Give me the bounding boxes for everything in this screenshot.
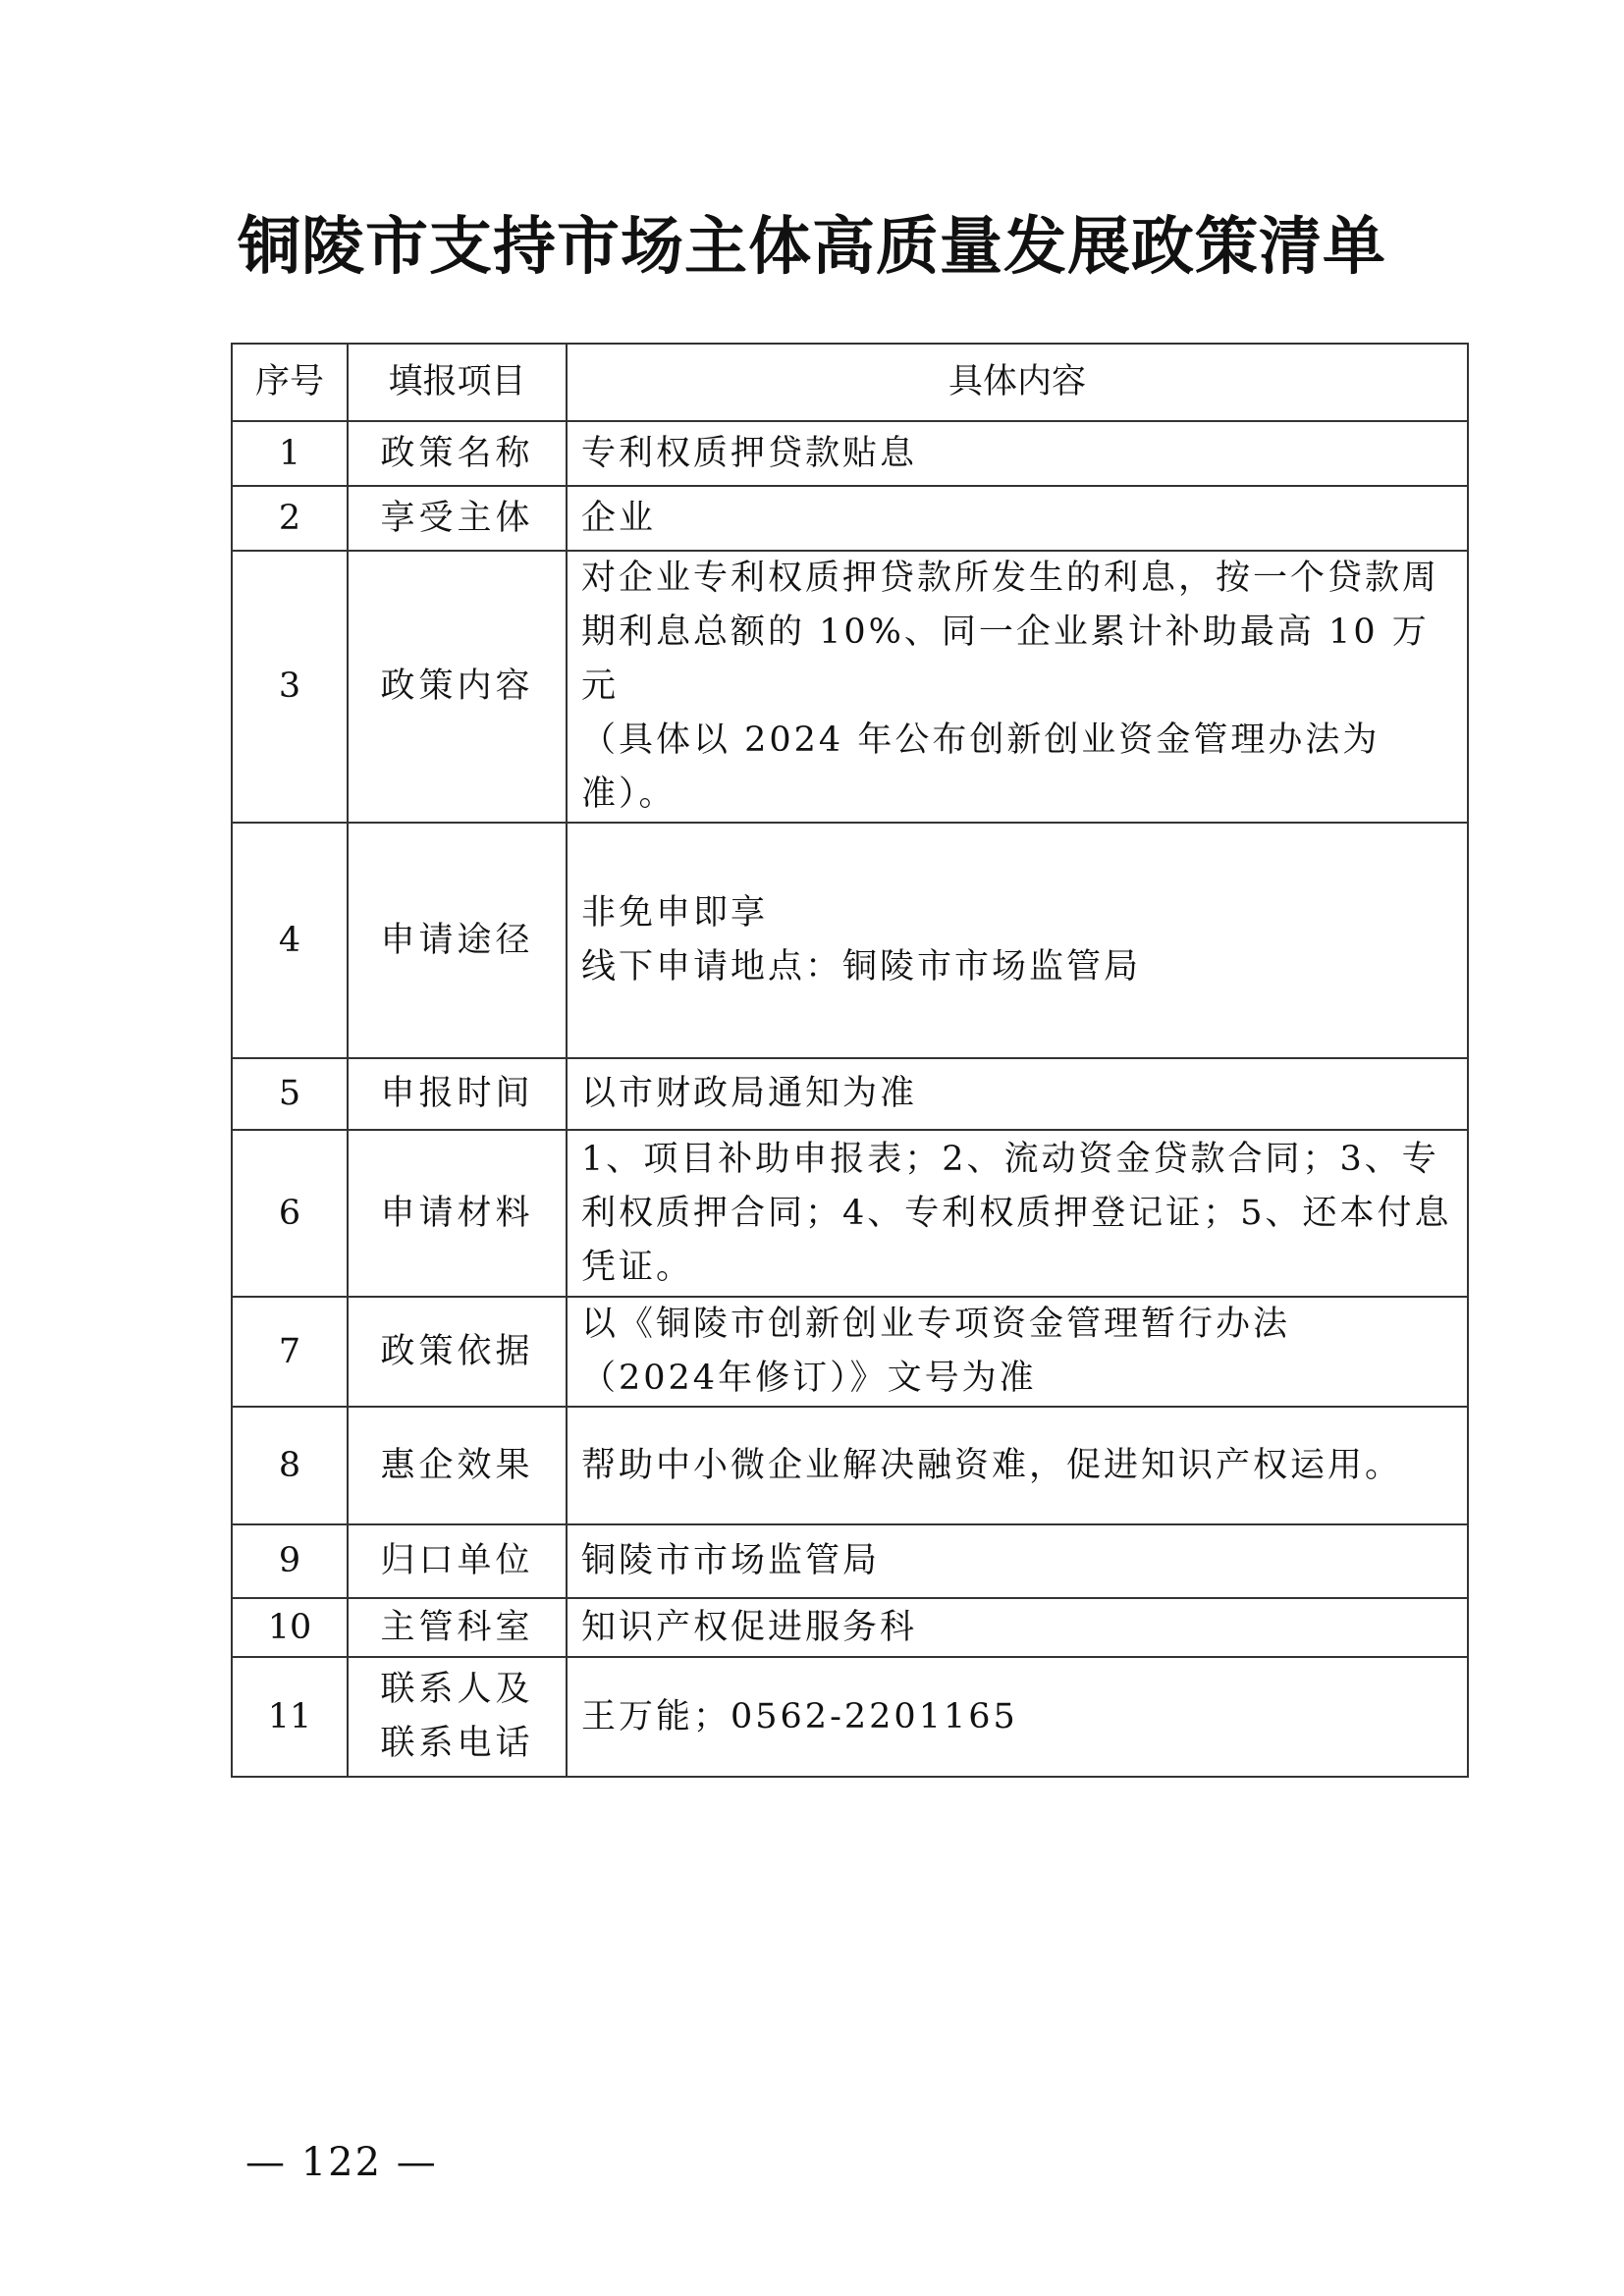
row-number: 7	[232, 1297, 348, 1407]
document-title: 铜陵市支持市场主体高质量发展政策清单	[238, 211, 1386, 284]
row-item-label: 申报时间	[348, 1058, 567, 1130]
content-line: 铜陵市市场监管局	[581, 1541, 881, 1580]
row-item-label: 政策名称	[348, 421, 567, 486]
row-item-label: 联系人及 联系电话	[348, 1657, 567, 1777]
content-line: 利权质押合同；4、专利权质押登记证；5、还本付息	[581, 1193, 1452, 1233]
header-no: 序号	[232, 344, 348, 421]
row-content	[567, 421, 1468, 486]
row-content	[567, 1130, 1468, 1297]
row-item-label: 申请材料	[348, 1130, 567, 1297]
row-content	[567, 1657, 1468, 1777]
content-line: 凭证。	[581, 1247, 694, 1287]
table-header-row	[232, 344, 1468, 421]
content-line: （2024年修订）》文号为准	[581, 1359, 1037, 1398]
row-number: 3	[232, 551, 348, 823]
content-line: 帮助中小微企业解决融资难，促进知识产权运用。	[581, 1445, 1403, 1485]
row-number: 1	[232, 421, 348, 486]
row-content	[567, 551, 1468, 823]
content-line: 期利息总额的 10%、同一企业累计补助最高 10 万元	[581, 613, 1430, 706]
row-item-label: 主管科室	[348, 1598, 567, 1657]
row-item-label: 归口单位	[348, 1524, 567, 1598]
content-line: 线下申请地点：铜陵市市场监管局	[581, 947, 1142, 987]
policy-table	[231, 343, 1469, 1778]
row-item-label: 政策依据	[348, 1297, 567, 1407]
content-line: 专利权质押贷款贴息	[581, 433, 918, 473]
content-line: 1、项目补助申报表；2、流动资金贷款合同；3、专	[581, 1139, 1439, 1179]
row-number: 6	[232, 1130, 348, 1297]
row-number: 8	[232, 1407, 348, 1524]
row-number: 2	[232, 486, 348, 551]
content-line: 以市财政局通知为准	[581, 1074, 918, 1113]
table-row	[232, 1297, 1468, 1407]
content-line: 王万能；0562-2201165	[581, 1696, 1018, 1736]
row-item-label: 政策内容	[348, 551, 567, 823]
row-content	[567, 1407, 1468, 1524]
table-row	[232, 1657, 1468, 1777]
row-number: 5	[232, 1058, 348, 1130]
content-line: 以《铜陵市创新创业专项资金管理暂行办法	[581, 1305, 1291, 1344]
row-item-label: 惠企效果	[348, 1407, 567, 1524]
table-row	[232, 551, 1468, 823]
table-row	[232, 1058, 1468, 1130]
row-content	[567, 486, 1468, 551]
table-row	[232, 1524, 1468, 1598]
row-number: 9	[232, 1524, 348, 1598]
table-row	[232, 823, 1468, 1058]
table-row	[232, 1407, 1468, 1524]
page-number: — 122 —	[245, 2140, 438, 2185]
header-item: 填报项目	[348, 344, 567, 421]
row-content	[567, 823, 1468, 1058]
row-content	[567, 1058, 1468, 1130]
row-item-label: 享受主体	[348, 486, 567, 551]
row-number: 11	[232, 1657, 348, 1777]
row-content	[567, 1297, 1468, 1407]
content-line: （具体以 2024 年公布创新创业资金管理办法为准）。	[581, 721, 1380, 814]
header-content: 具体内容	[567, 344, 1468, 421]
content-line: 企业	[581, 498, 657, 538]
policy-table-body	[232, 421, 1468, 1777]
content-line: 对企业专利权质押贷款所发生的利息，按一个贷款周	[581, 559, 1440, 598]
table-row	[232, 1598, 1468, 1657]
row-content	[567, 1524, 1468, 1598]
table-row	[232, 421, 1468, 486]
table-row	[232, 1130, 1468, 1297]
row-item-label: 申请途径	[348, 823, 567, 1058]
content-line: 非免申即享	[581, 893, 769, 933]
content-line: 知识产权促进服务科	[581, 1607, 918, 1647]
table-row	[232, 486, 1468, 551]
row-number: 4	[232, 823, 348, 1058]
row-number: 10	[232, 1598, 348, 1657]
row-content	[567, 1598, 1468, 1657]
